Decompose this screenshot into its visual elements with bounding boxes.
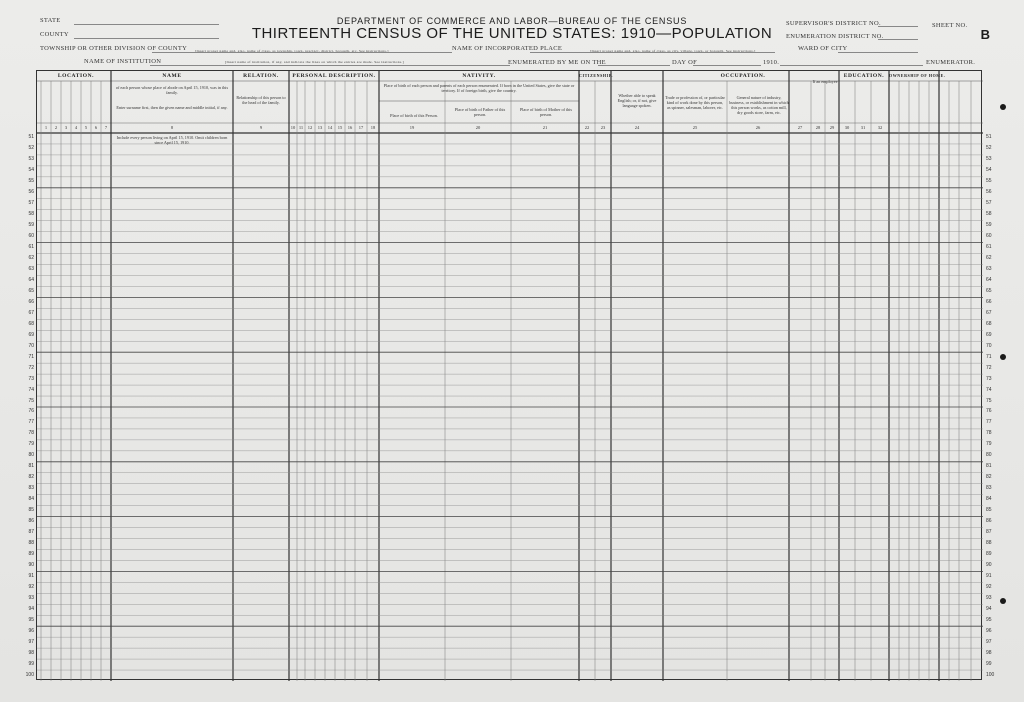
- row-number-left: 84: [28, 496, 34, 503]
- enumerator-label: ENUMERATOR.: [926, 59, 976, 66]
- row-number-left: 81: [28, 463, 34, 470]
- row-number-left: 56: [28, 189, 34, 196]
- row-number-left: 61: [28, 244, 34, 251]
- group-ownership: OWNERSHIP OF HOME.: [889, 73, 946, 78]
- row-number-left: 99: [28, 660, 34, 667]
- row-number-left: 65: [28, 287, 34, 294]
- row-number-left: 70: [28, 342, 34, 349]
- row-number-left: 91: [28, 572, 34, 579]
- row-number-right: 95: [986, 616, 992, 623]
- row-number-right: 98: [986, 649, 992, 656]
- column-number: 29: [829, 125, 835, 130]
- year-label: 1910.: [763, 59, 780, 66]
- group-name: NAME: [162, 73, 182, 79]
- row-number-left: 51: [28, 134, 34, 141]
- birth-father-text: Place of birth of Father of this person.: [454, 107, 506, 117]
- supervisor-line: [878, 26, 918, 27]
- column-number: 10: [290, 125, 296, 130]
- row-number-right: 87: [986, 529, 992, 536]
- column-number: 8: [170, 125, 174, 130]
- row-number-left: 92: [28, 583, 34, 590]
- row-number-right: 80: [986, 452, 992, 459]
- row-number-right: 83: [986, 485, 992, 492]
- group-education: EDUCATION.: [843, 73, 885, 79]
- row-number-right: 66: [986, 298, 992, 305]
- group-location: LOCATION.: [57, 73, 95, 79]
- row-number-right: 73: [986, 375, 992, 382]
- column-number: 28: [815, 125, 821, 130]
- column-number: 31: [860, 125, 866, 130]
- row-number-left: 85: [28, 507, 34, 514]
- incorporated-line: [530, 52, 775, 53]
- row-number-right: 90: [986, 561, 992, 568]
- punch-hole: [1000, 354, 1006, 360]
- column-number: 20: [475, 125, 481, 130]
- row-number-left: 53: [28, 156, 34, 163]
- row-number-left: 83: [28, 485, 34, 492]
- ward-line: [838, 52, 918, 53]
- row-number-left: 62: [28, 255, 34, 262]
- row-number-left: 57: [28, 200, 34, 207]
- row-number-left: 90: [28, 561, 34, 568]
- row-number-left: 68: [28, 320, 34, 327]
- column-number: 2: [54, 125, 58, 130]
- row-number-left: 55: [28, 178, 34, 185]
- punch-hole: [1000, 598, 1006, 604]
- institution-line: [150, 65, 510, 66]
- day-label: DAY OF: [672, 59, 697, 66]
- name-col-text: of each person whose place of abode on April 15, 1910, was in this family.: [115, 85, 229, 95]
- row-number-left: 87: [28, 529, 34, 536]
- incorporated-label: NAME OF INCORPORATED PLACE: [452, 45, 563, 52]
- row-number-left: 95: [28, 616, 34, 623]
- row-number-left: 89: [28, 550, 34, 557]
- ward-label: WARD OF CITY: [798, 45, 848, 52]
- row-number-left: 98: [28, 649, 34, 656]
- row-number-left: 60: [28, 233, 34, 240]
- census-form-table: [36, 70, 982, 680]
- row-number-right: 74: [986, 386, 992, 393]
- group-relation: RELATION.: [243, 73, 279, 79]
- row-number-right: 81: [986, 463, 992, 470]
- row-number-left: 74: [28, 386, 34, 393]
- township-label: TOWNSHIP OR OTHER DIVISION OF COUNTY: [40, 45, 188, 52]
- row-number-right: 68: [986, 320, 992, 327]
- if-employee-text: If an employee: [812, 79, 838, 84]
- township-note: [Insert proper name and, also, name of class, as township, town, precinct, district, borough, etc. See instructions.]: [195, 49, 389, 53]
- column-number: 7: [104, 125, 108, 130]
- row-number-left: 64: [28, 276, 34, 283]
- column-number: 12: [307, 125, 313, 130]
- row-number-right: 86: [986, 518, 992, 525]
- row-number-right: 96: [986, 627, 992, 634]
- column-number: 27: [797, 125, 803, 130]
- row-number-right: 89: [986, 550, 992, 557]
- row-number-left: 96: [28, 627, 34, 634]
- group-nativity: NATIVITY.: [462, 73, 496, 79]
- row-number-left: 69: [28, 331, 34, 338]
- group-citizenship: CITIZENSHIP.: [579, 73, 614, 78]
- row-number-left: 75: [28, 397, 34, 404]
- column-number: 11: [298, 125, 304, 130]
- county-label: COUNTY: [40, 31, 69, 38]
- row-number-right: 62: [986, 255, 992, 262]
- row-number-right: 92: [986, 583, 992, 590]
- enumeration-line: [878, 39, 918, 40]
- county-line: [74, 38, 219, 39]
- row-number-right: 55: [986, 178, 992, 185]
- row-number-right: 99: [986, 660, 992, 667]
- column-number: 24: [634, 125, 640, 130]
- row-number-right: 97: [986, 638, 992, 645]
- column-number: 25: [692, 125, 698, 130]
- row-number-right: 71: [986, 353, 992, 360]
- row-number-right: 61: [986, 244, 992, 251]
- industry-col-text: General nature of industry, business, or establishment in which this person works, as cotton mill, dry goods store, farm, etc.: [729, 95, 789, 115]
- row-number-left: 100: [25, 671, 34, 678]
- row-number-right: 75: [986, 397, 992, 404]
- nativity-col-text: Place of birth of each person and parents of each person enumerated. If born in the United States, give the state or territory. If of foreign birth, give the country.: [383, 83, 575, 93]
- enumeration-district-label: ENUMERATION DISTRICT NO.: [786, 33, 884, 40]
- relation-col-text: Relationship of this person to the head of the family.: [236, 95, 286, 105]
- state-label: STATE: [40, 17, 61, 24]
- row-number-left: 79: [28, 441, 34, 448]
- column-number: 17: [358, 125, 364, 130]
- row-number-right: 70: [986, 342, 992, 349]
- column-number: 14: [327, 125, 333, 130]
- column-number: 1: [44, 125, 48, 130]
- column-number: 18: [370, 125, 376, 130]
- row-number-left: 78: [28, 430, 34, 437]
- name-col-text-2: Enter surname first, then the given name and middle initial, if any.: [116, 105, 228, 110]
- township-line: [152, 52, 452, 53]
- sheet-no-label: SHEET NO.: [932, 22, 968, 29]
- row-number-right: 59: [986, 222, 992, 229]
- name-col-text-3: Include every person living on April 15, 1910. Omit children born since April 15, 1910.: [116, 135, 228, 145]
- incorporated-note: [Insert proper name and, also, name of class, as city, village, town, or borough. See instructions.]: [590, 49, 756, 53]
- row-number-left: 72: [28, 364, 34, 371]
- row-number-right: 52: [986, 145, 992, 152]
- row-number-right: 57: [986, 200, 992, 207]
- column-number: 22: [584, 125, 590, 130]
- column-number: 4: [74, 125, 78, 130]
- row-number-right: 93: [986, 594, 992, 601]
- row-number-left: 94: [28, 605, 34, 612]
- date-line: [598, 65, 670, 66]
- enumerated-label: ENUMERATED BY ME ON THE: [508, 59, 606, 66]
- language-col-text: Whether able to speak English; or, if not, give language spoken.: [617, 93, 657, 108]
- row-number-right: 53: [986, 156, 992, 163]
- punch-hole: [1000, 104, 1006, 110]
- column-number: 23: [600, 125, 606, 130]
- group-occupation: OCCUPATION.: [720, 73, 766, 79]
- row-number-right: 51: [986, 134, 992, 141]
- column-number: 16: [347, 125, 353, 130]
- column-number: 13: [317, 125, 323, 130]
- row-number-right: 100: [986, 671, 995, 678]
- column-number: 6: [94, 125, 98, 130]
- institution-label: NAME OF INSTITUTION: [84, 58, 162, 65]
- sheet-no-value: B: [980, 27, 990, 42]
- state-line: [74, 24, 219, 25]
- row-number-right: 78: [986, 430, 992, 437]
- row-number-left: 66: [28, 298, 34, 305]
- form-grid: [37, 71, 983, 681]
- page-title: THIRTEENTH CENSUS OF THE UNITED STATES: 1910—POPULATION: [251, 25, 773, 42]
- row-number-left: 67: [28, 309, 34, 316]
- row-number-right: 58: [986, 211, 992, 218]
- column-number: 26: [755, 125, 761, 130]
- row-number-left: 88: [28, 540, 34, 546]
- row-number-right: 72: [986, 364, 992, 371]
- row-number-left: 54: [28, 167, 34, 174]
- row-number-left: 58: [28, 211, 34, 218]
- row-number-left: 52: [28, 145, 34, 152]
- row-number-left: 63: [28, 266, 34, 272]
- row-number-right: 84: [986, 496, 992, 503]
- row-number-right: 65: [986, 287, 992, 294]
- institution-note: [Insert name of institution, if any, and indicate the lines on which the entries are made. See instructions.]: [225, 60, 404, 64]
- row-number-right: 64: [986, 276, 992, 283]
- row-number-left: 82: [28, 474, 34, 481]
- column-number: 15: [337, 125, 343, 130]
- row-number-right: 56: [986, 189, 992, 196]
- column-number: 5: [84, 125, 88, 130]
- column-number: 32: [877, 125, 883, 130]
- row-number-left: 59: [28, 222, 34, 229]
- row-number-right: 85: [986, 507, 992, 514]
- birth-mother-text: Place of birth of Mother of this person.: [519, 107, 573, 117]
- row-number-right: 54: [986, 167, 992, 174]
- row-number-left: 77: [28, 419, 34, 426]
- row-number-right: 79: [986, 441, 992, 448]
- group-personal-description: PERSONAL DESCRIPTION.: [292, 73, 376, 79]
- row-number-right: 63: [986, 266, 992, 272]
- row-number-right: 82: [986, 474, 992, 481]
- column-number: 9: [259, 125, 263, 130]
- row-number-right: 94: [986, 605, 992, 612]
- supervisor-district-label: SUPERVISOR'S DISTRICT NO.: [786, 20, 881, 27]
- column-number: 21: [542, 125, 548, 130]
- row-number-right: 76: [986, 408, 992, 415]
- column-number: 19: [409, 125, 415, 130]
- row-number-left: 80: [28, 452, 34, 459]
- row-number-left: 76: [28, 408, 34, 415]
- row-number-left: 71: [28, 353, 34, 360]
- row-number-right: 77: [986, 419, 992, 426]
- row-number-left: 93: [28, 594, 34, 601]
- row-number-right: 88: [986, 540, 992, 546]
- row-number-left: 97: [28, 638, 34, 645]
- row-number-right: 91: [986, 572, 992, 579]
- enumerator-line: [780, 65, 923, 66]
- birth-person-text: Place of birth of this Person.: [390, 113, 438, 118]
- column-number: 30: [844, 125, 850, 130]
- row-number-right: 67: [986, 309, 992, 316]
- row-number-right: 69: [986, 331, 992, 338]
- row-number-left: 73: [28, 375, 34, 382]
- trade-col-text: Trade or profession of, or particular kind of work done by this person, as spinner, salesman, laborer, etc.: [665, 95, 725, 110]
- month-line: [693, 65, 761, 66]
- department-heading: DEPARTMENT OF COMMERCE AND LABOR—BUREAU OF THE CENSUS: [336, 16, 688, 26]
- row-number-right: 60: [986, 233, 992, 240]
- column-number: 3: [64, 125, 68, 130]
- row-number-left: 86: [28, 518, 34, 525]
